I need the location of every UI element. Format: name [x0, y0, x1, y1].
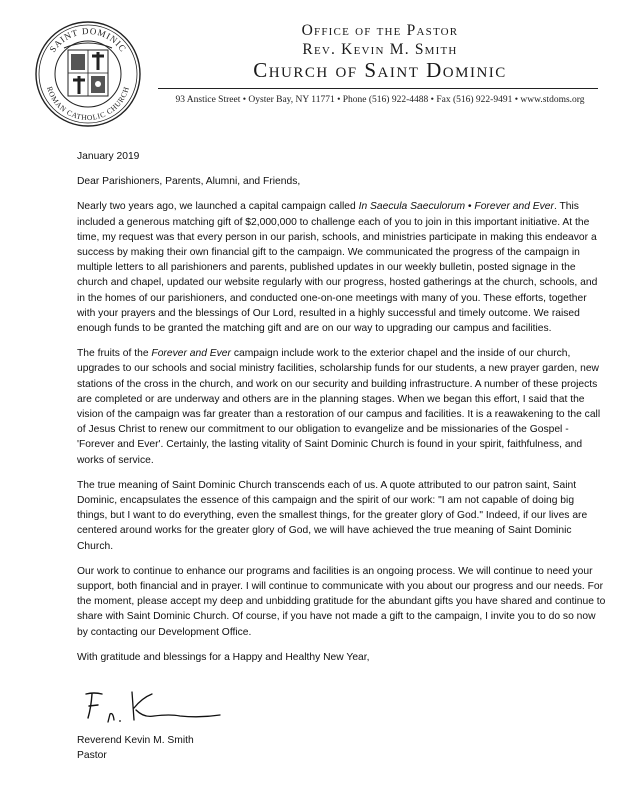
campaign-name: In Saecula Saeculorum • Forever and Ever: [358, 201, 554, 213]
paragraph-4: Our work to continue to enhance our programs and facilities is an ongoing process. We will continue to need your support, both financial and in prayer. I will continue to communicate with you about our progress and our needs. For the moment, please accept my deep and unbidding gratitude for the abundant gifts you have shared and continue to share with Saint Dominic Church. Of course, if you have not made a gift to the campaign, I invite you to do so now by contacting our Development Office.: [77, 565, 606, 638]
paragraph-2-start: The fruits of the: [77, 348, 152, 360]
signer-title: Pastor: [77, 750, 107, 761]
closing: With gratitude and blessings for a Happy and Healthy New Year,: [77, 651, 370, 663]
letter-date: January 2019: [77, 151, 140, 162]
church-seal-icon: [34, 20, 142, 128]
paragraph-2: [77, 346, 607, 468]
seal-text-bottom: ROMAN CATHOLIC CHURCH: [45, 85, 131, 123]
pastor-name: Rev. Kevin M. Smith: [302, 41, 458, 58]
seal-text-top: SAINT DOMINIC: [47, 25, 129, 55]
handwritten-signature: [80, 688, 230, 728]
paragraph-1-start: Nearly two years ago, we launched a capital campaign called: [77, 201, 359, 213]
salutation: Dear Parishioners, Parents, Alumni, and Friends,: [77, 176, 301, 188]
church-name: Church of Saint Dominic: [253, 58, 507, 82]
campaign-short-name: Forever and Ever: [151, 348, 231, 360]
paragraph-1-rest: . This included a generous matching gift of $2,000,000 to challenge each of you to join in this important initiative. At the time, my request was that every person in our parish, schools, and ministries participate in making this endeavor a success by making their own financial gift to the campaign. We communicated the progress of the campaign in multiple letters to all parishioners and parents, published updates in our weekly bulletin, posted signage in the church and chapel, updated our website regularly with our progress, hosted gatherings at the church, schools, and in the homes of our parishioners, and conducted one-on-one meetings with many of you. These efforts, together with your prayers and the blessings of Our Lord, resulted in a highly successful and timely outcome. We raised enough funds to be granted the matching gift and are on our way to upgrading our campus and facilities.: [77, 201, 598, 335]
letter-body: [77, 149, 607, 675]
header-divider: [158, 88, 598, 89]
paragraph-1: [77, 199, 607, 336]
paragraph-2-rest: campaign include work to the exterior chapel and the inside of our church, upgrades to our schools and social ministry facilities, scholarship funds for our students, a new prayer garden, new stations of the cross in the church, and work on our security and building infrastructure. A number of these projects are completed or are underway and others are in the planning stages. When we began this effort, I said that the vision of the campaign was far greater than a restoration of our campus and facilities. It is a reawakening to the call of Jesus Christ to renew our commitment to our obligation to evangelize and be missionaries of the Gospel - 'Forever and Ever'. Certainly, the lasting vitality of Saint Dominic Church is found in your spirit, faithfulness, and works of service.: [77, 348, 601, 466]
paragraph-3: The true meaning of Saint Dominic Church transcends each of us. A quote attributed to our patron saint, Saint Dominic, encapsulates the essence of this campaign and the spirit of our work: "I am not capable of doing big things, but I want to do everything, even the smallest things, for the greater glory of God." Indeed, if our lives are centered around works for the greater glory of God, we will have achieved the true meaning of Saint Dominic Church.: [77, 479, 588, 552]
signer-name: Reverend Kevin M. Smith: [77, 735, 194, 746]
church-address: 93 Anstice Street • Oyster Bay, NY 11771 • Phone (516) 922-4488 • Fax (516) 922-9491 • www.stdoms.org: [175, 95, 585, 105]
office-title: Office of the Pastor: [301, 22, 459, 39]
